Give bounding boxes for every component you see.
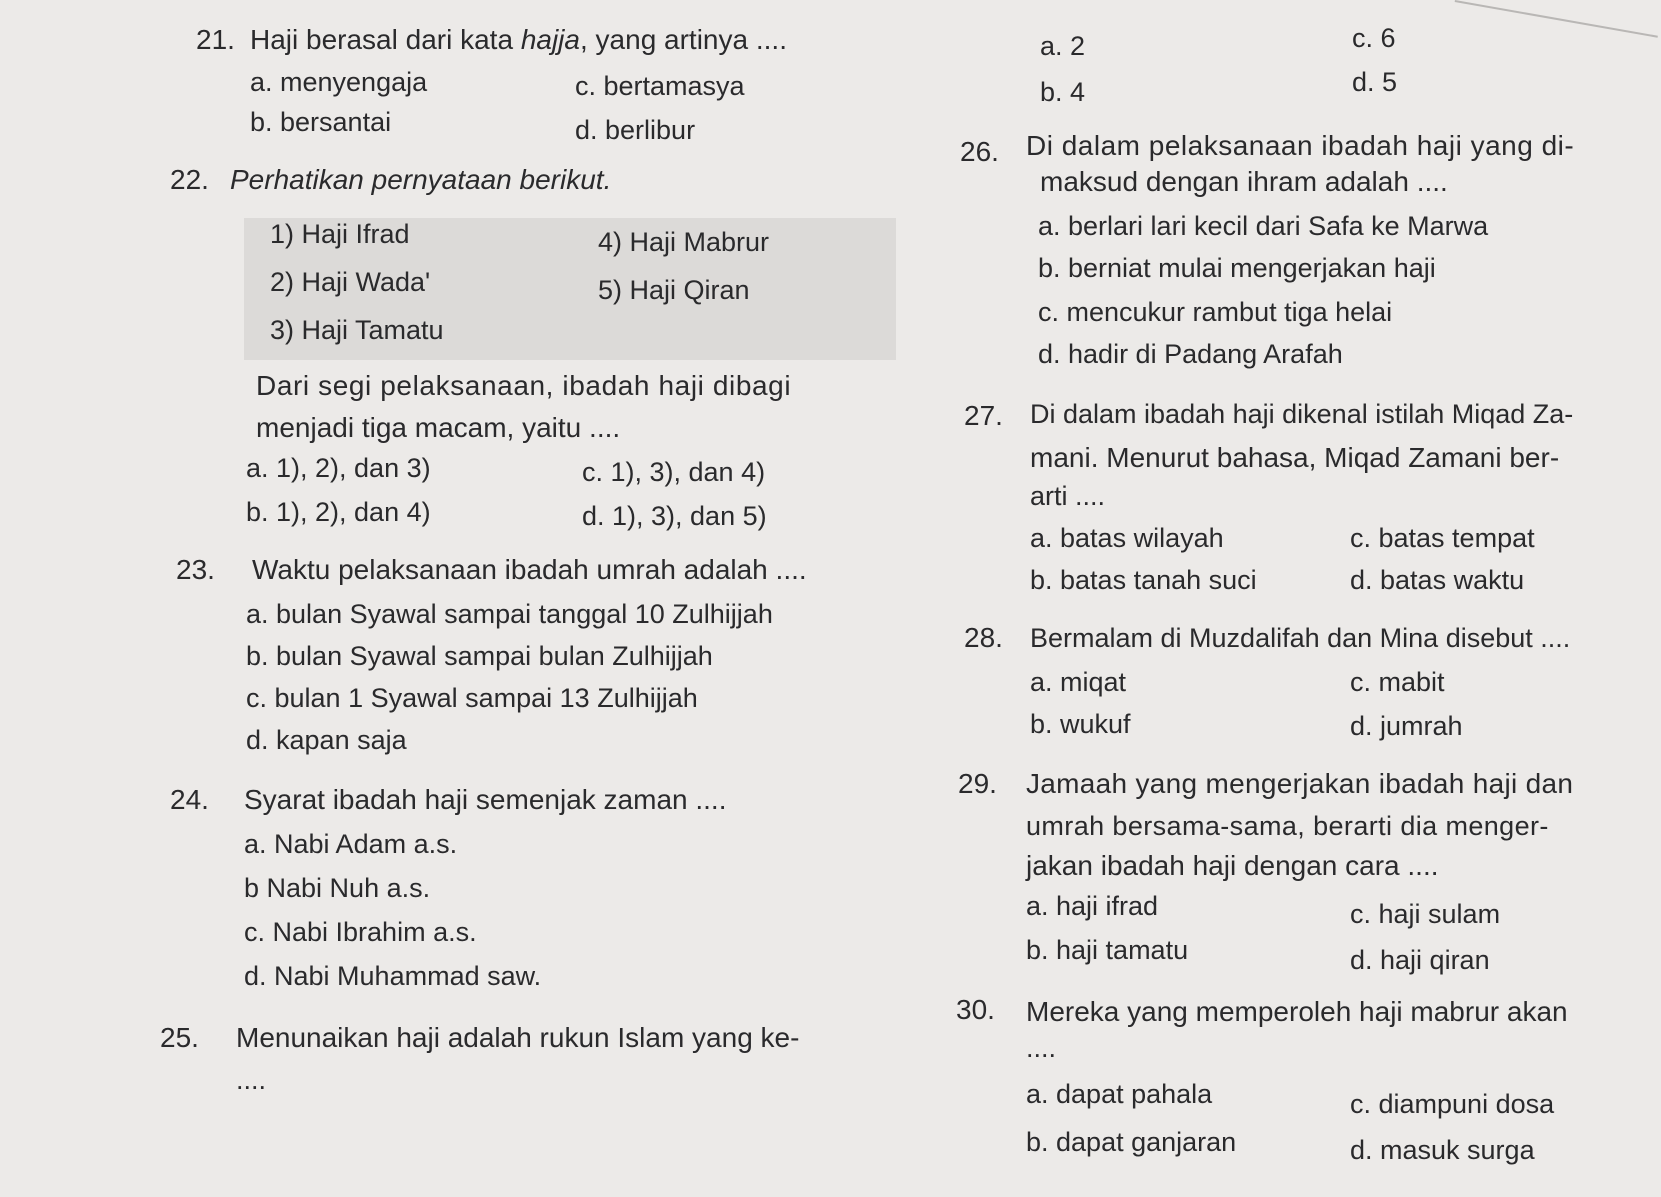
question-number: 23. [176, 554, 215, 585]
question-number: 25. [160, 1022, 199, 1053]
option-b[interactable]: b. batas tanah suci [1030, 565, 1257, 595]
question-blank: .... [236, 1065, 267, 1095]
statement-item: 4) Haji Mabrur [598, 227, 770, 257]
option-d[interactable]: d. 1), 3), dan 5) [582, 501, 767, 531]
option-d[interactable]: d. kapan saja [246, 725, 407, 755]
option-a[interactable]: a. bulan Syawal sampai tanggal 10 Zulhijjah [246, 599, 773, 629]
question-stem-line: jakan ibadah haji dengan cara .... [1026, 850, 1439, 881]
option-b[interactable]: b. haji tamatu [1026, 935, 1189, 965]
question-number: 27. [964, 400, 1003, 431]
option-a[interactable]: a. batas wilayah [1030, 523, 1224, 553]
question-stem-line: mani. Menurut bahasa, Miqad Zamani ber- [1030, 442, 1560, 473]
question-stem: Haji berasal dari kata hajja, yang artinya .... [250, 24, 787, 55]
question-stem: Syarat ibadah haji semenjak zaman .... [244, 784, 727, 815]
question-stem: Menunaikan haji adalah rukun Islam yang ke- [236, 1022, 800, 1053]
option-c[interactable]: c. mabit [1350, 667, 1445, 697]
option-b[interactable]: b. wukuf [1030, 709, 1131, 739]
option-c[interactable]: c. bulan 1 Syawal sampai 13 Zulhijjah [246, 683, 698, 713]
question-number: 22. [170, 164, 209, 195]
option-b[interactable]: b. berniat mulai mengerjakan haji [1038, 253, 1436, 283]
option-d[interactable]: d. masuk surga [1350, 1135, 1535, 1165]
question-intro: Perhatikan pernyataan berikut. [230, 164, 612, 195]
paper-edge [1444, 0, 1658, 97]
statement-item: 3) Haji Tamatu [270, 315, 444, 345]
question-stem-line: menjadi tiga macam, yaitu .... [256, 412, 621, 443]
option-a[interactable]: a. dapat pahala [1026, 1079, 1213, 1109]
option-b[interactable]: b. 4 [1040, 77, 1086, 107]
statement-item: 5) Haji Qiran [598, 275, 750, 305]
option-d[interactable]: d. 5 [1352, 67, 1398, 97]
option-d[interactable]: d. berlibur [575, 115, 696, 145]
question-stem: Bermalam di Muzdalifah dan Mina disebut .... [1030, 623, 1571, 653]
statement-item: 1) Haji Ifrad [270, 219, 410, 249]
option-c[interactable]: c. diampuni dosa [1350, 1089, 1555, 1119]
option-c[interactable]: c. Nabi Ibrahim a.s. [244, 917, 477, 947]
option-a[interactable]: a. haji ifrad [1026, 891, 1159, 921]
option-a[interactable]: a. menyengaja [250, 67, 428, 97]
option-b[interactable]: b Nabi Nuh a.s. [244, 873, 431, 903]
question-number: 21. [196, 24, 235, 55]
question-stem-line: Mereka yang memperoleh haji mabrur akan [1026, 996, 1568, 1027]
option-d[interactable]: d. haji qiran [1350, 945, 1490, 975]
option-b[interactable]: b. bersantai [250, 107, 392, 137]
question-number: 26. [960, 136, 999, 167]
question-stem-line: Dari segi pelaksanaan, ibadah haji dibagi [256, 370, 792, 401]
option-c[interactable]: c. batas tempat [1350, 523, 1535, 553]
option-d[interactable]: d. jumrah [1350, 711, 1463, 741]
option-c[interactable]: c. 6 [1352, 23, 1396, 53]
option-a[interactable]: a. 1), 2), dan 3) [246, 453, 431, 483]
question-number: 28. [964, 622, 1003, 653]
option-a[interactable]: a. Nabi Adam a.s. [244, 829, 458, 859]
question-number: 29. [958, 768, 997, 799]
question-blank: .... [1026, 1033, 1057, 1063]
question-stem: Waktu pelaksanaan ibadah umrah adalah .... [252, 554, 807, 585]
option-b[interactable]: b. bulan Syawal sampai bulan Zulhijjah [246, 641, 713, 671]
option-c[interactable]: c. 1), 3), dan 4) [582, 457, 766, 487]
option-a[interactable]: a. miqat [1030, 667, 1127, 697]
option-a[interactable]: a. 2 [1040, 31, 1086, 61]
option-d[interactable]: d. batas waktu [1350, 565, 1525, 595]
option-d[interactable]: d. hadir di Padang Arafah [1038, 339, 1343, 369]
option-b[interactable]: b. 1), 2), dan 4) [246, 497, 431, 527]
question-stem-line: Di dalam ibadah haji dikenal istilah Miqad Za- [1030, 399, 1574, 429]
option-c[interactable]: c. mencukur rambut tiga helai [1038, 297, 1393, 327]
question-stem-line: Di dalam pelaksanaan ibadah haji yang di- [1026, 130, 1575, 161]
option-d[interactable]: d. Nabi Muhammad saw. [244, 961, 542, 991]
question-number: 24. [170, 784, 209, 815]
option-b[interactable]: b. dapat ganjaran [1026, 1127, 1237, 1157]
option-c[interactable]: c. bertamasya [575, 71, 745, 101]
option-c[interactable]: c. haji sulam [1350, 899, 1501, 929]
option-a[interactable]: a. berlari lari kecil dari Safa ke Marwa [1038, 211, 1489, 241]
term-hajja: hajja [520, 24, 580, 55]
question-stem-line: Jamaah yang mengerjakan ibadah haji dan [1026, 768, 1574, 799]
question-stem-line: umrah bersama-sama, berarti dia menger- [1026, 811, 1549, 841]
question-number: 30. [956, 994, 995, 1025]
question-stem-line: arti .... [1030, 481, 1106, 511]
statement-item: 2) Haji Wada' [270, 267, 431, 297]
question-stem-line: maksud dengan ihram adalah .... [1040, 166, 1448, 197]
